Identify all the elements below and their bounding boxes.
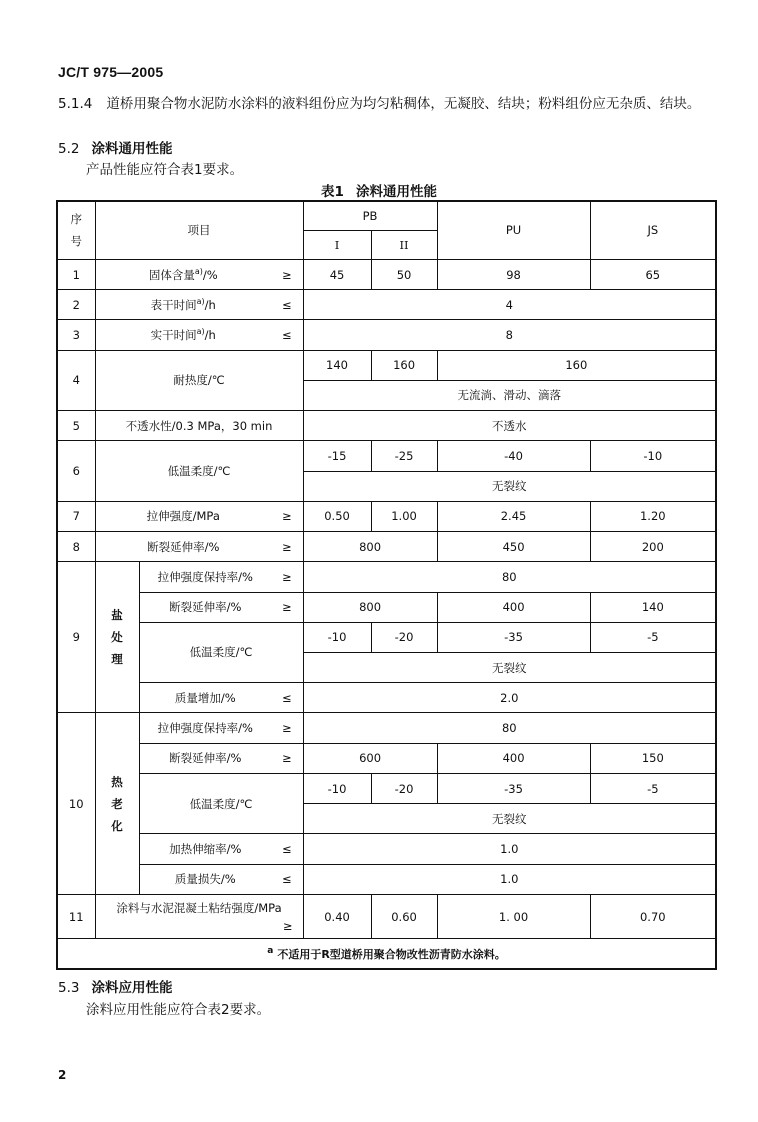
group-label-heat-aging: 热 老 化 (95, 713, 139, 894)
value-pb-i: 0.50 (303, 501, 371, 531)
clause-number: 5.1.4 (58, 96, 93, 112)
row-number: 9 (57, 562, 95, 713)
row-item: 质量损失/% (139, 864, 271, 894)
comparison-symbol: ≥ (271, 713, 303, 743)
row-item: 断裂延伸率/% (139, 592, 271, 622)
table-row (57, 320, 716, 350)
row-number: 7 (57, 501, 95, 531)
row-item: 质量增加/% (139, 683, 271, 713)
section-number: 5.2 (58, 141, 80, 157)
value-js: 1.20 (590, 501, 716, 531)
comparison-symbol: ≤ (271, 834, 303, 864)
value-pu: -35 (437, 773, 590, 803)
comparison-symbol: ≥ (271, 532, 303, 562)
section-title: 涂料应用性能 (91, 980, 173, 996)
value-pb-ii: -25 (371, 441, 437, 471)
section-number: 5.3 (58, 980, 80, 996)
value-all: 无裂纹 (303, 471, 716, 501)
value-pu: 450 (437, 532, 590, 562)
table-row (57, 501, 716, 531)
value-all: 80 (303, 562, 716, 592)
section-5-3-text: 涂料应用性能应符合表2要求。 (86, 1002, 271, 1018)
row-item: 断裂延伸率/% (139, 743, 271, 773)
table-row (57, 834, 716, 864)
value-all: 无流淌、滑动、滴落 (303, 380, 716, 410)
header-js: JS (590, 201, 716, 259)
table-row (57, 683, 716, 713)
row-item: 不透水性/0.3 MPa，30 min (95, 411, 303, 441)
row-number: 1 (57, 259, 95, 289)
comparison-symbol: ≤ (271, 290, 303, 320)
value-pb-i: -10 (303, 622, 371, 652)
table-row (57, 894, 716, 938)
value-pb-ii: 160 (371, 350, 437, 380)
comparison-symbol: ≤ (271, 320, 303, 350)
value-pb-ii: -20 (371, 773, 437, 803)
row-item: 低温柔度/℃ (139, 622, 303, 682)
comparison-symbol: ≥ (271, 592, 303, 622)
row-item: 低温柔度/℃ (139, 773, 303, 833)
table-row (57, 713, 716, 743)
table-row (57, 259, 716, 289)
value-js: -10 (590, 441, 716, 471)
comparison-symbol: ≥ (271, 501, 303, 531)
value-pb-ii: -20 (371, 622, 437, 652)
value-all: 无裂纹 (303, 804, 716, 834)
table-row (57, 532, 716, 562)
table-footnote-row (57, 939, 716, 969)
header-pb-i: I (303, 230, 371, 259)
value-pu: 1. 00 (437, 894, 590, 938)
value-all: 1.0 (303, 834, 716, 864)
value-all: 80 (303, 713, 716, 743)
row-item: 拉伸强度保持率/% (139, 562, 271, 592)
row-number: 8 (57, 532, 95, 562)
value-pb-i: -15 (303, 441, 371, 471)
table-row (57, 864, 716, 894)
table-row (57, 562, 716, 592)
clause-5-1-4 (58, 93, 728, 115)
row-item: 拉伸强度保持率/% (139, 713, 271, 743)
value-pu: 98 (437, 259, 590, 289)
value-pu: -35 (437, 622, 590, 652)
value-pu: 400 (437, 592, 590, 622)
performance-table (56, 200, 717, 970)
value-js: -5 (590, 773, 716, 803)
value-pb-i: 140 (303, 350, 371, 380)
value-pb: 800 (303, 532, 437, 562)
table-row (57, 350, 716, 380)
value-js: 65 (590, 259, 716, 289)
comparison-symbol: ≥ (282, 918, 293, 933)
section-5-2-heading (58, 137, 172, 157)
group-label-salt-treatment: 盐 处 理 (95, 562, 139, 713)
row-number: 3 (57, 320, 95, 350)
row-item: 耐热度/℃ (95, 350, 303, 410)
row-number: 5 (57, 411, 95, 441)
table-caption (0, 180, 758, 200)
table-row (57, 441, 716, 471)
table-row (57, 592, 716, 622)
table-row (57, 773, 716, 803)
value-pb: 600 (303, 743, 437, 773)
table-title: 涂料通用性能 (355, 184, 437, 200)
comparison-symbol: ≤ (271, 683, 303, 713)
row-number: 6 (57, 441, 95, 501)
row-item: 实干时间$^{a)}$/h (95, 320, 271, 350)
row-number: 11 (57, 894, 95, 938)
table-row (57, 290, 716, 320)
section-title: 涂料通用性能 (91, 141, 173, 157)
row-item: 表干时间$^{a)}$/h (95, 290, 271, 320)
value-pu: 400 (437, 743, 590, 773)
header-seq: 序 号 (57, 201, 95, 259)
header-item: 项目 (95, 201, 303, 259)
value-all: 8 (303, 320, 716, 350)
row-number: 2 (57, 290, 95, 320)
comparison-symbol: ≥ (271, 743, 303, 773)
value-pb-i: 0.40 (303, 894, 371, 938)
row-item: 加热伸缩率/% (139, 834, 271, 864)
value-pb-ii: 50 (371, 259, 437, 289)
value-pb-i: 45 (303, 259, 371, 289)
value-pb: 800 (303, 592, 437, 622)
document-header: JC/T 975—2005 (58, 64, 164, 80)
table-label: 表1 (321, 184, 344, 200)
table-row (57, 411, 716, 441)
clause-text: 道桥用聚合物水泥防水涂料的液料组份应为均匀粘稠体，无凝胶、结块；粉料组份应无杂质、结块。 (106, 96, 701, 112)
value-pu: 2.45 (437, 501, 590, 531)
value-pu-js: 160 (437, 350, 716, 380)
value-js: 150 (590, 743, 716, 773)
header-pb-ii: II (371, 230, 437, 259)
value-all: 4 (303, 290, 716, 320)
table-row (57, 622, 716, 652)
table-row (57, 743, 716, 773)
value-pb-ii: 0.60 (371, 894, 437, 938)
comparison-symbol: ≥ (271, 562, 303, 592)
row-item: 拉伸强度/MPa (95, 501, 271, 531)
value-pb-i: -10 (303, 773, 371, 803)
section-5-2-text: 产品性能应符合表1要求。 (86, 162, 244, 178)
value-pb-ii: 1.00 (371, 501, 437, 531)
value-all: 2.0 (303, 683, 716, 713)
row-number: 4 (57, 350, 95, 410)
header-pu: PU (437, 201, 590, 259)
value-all: 1.0 (303, 864, 716, 894)
value-js: 200 (590, 532, 716, 562)
section-5-3-heading (58, 976, 172, 996)
row-item: 断裂延伸率/% (95, 532, 271, 562)
comparison-symbol: ≤ (271, 864, 303, 894)
page-number: 2 (58, 1068, 67, 1082)
value-all: 无裂纹 (303, 652, 716, 682)
value-js: 140 (590, 592, 716, 622)
value-js: 0.70 (590, 894, 716, 938)
row-number: 10 (57, 713, 95, 894)
value-js: -5 (590, 622, 716, 652)
comparison-symbol: ≥ (271, 259, 303, 289)
row-item: 涂料与水泥混凝土粘结强度/MPa ≥ (95, 894, 303, 938)
table-footnote: $^a$ 不适用于R型道桥用聚合物改性沥青防水涂料。 (57, 939, 716, 969)
row-item: 固体含量$^{a)}$/% (95, 259, 271, 289)
header-pb: PB (303, 201, 437, 230)
value-all: 不透水 (303, 411, 716, 441)
value-pu: -40 (437, 441, 590, 471)
row-item: 低温柔度/℃ (95, 441, 303, 501)
